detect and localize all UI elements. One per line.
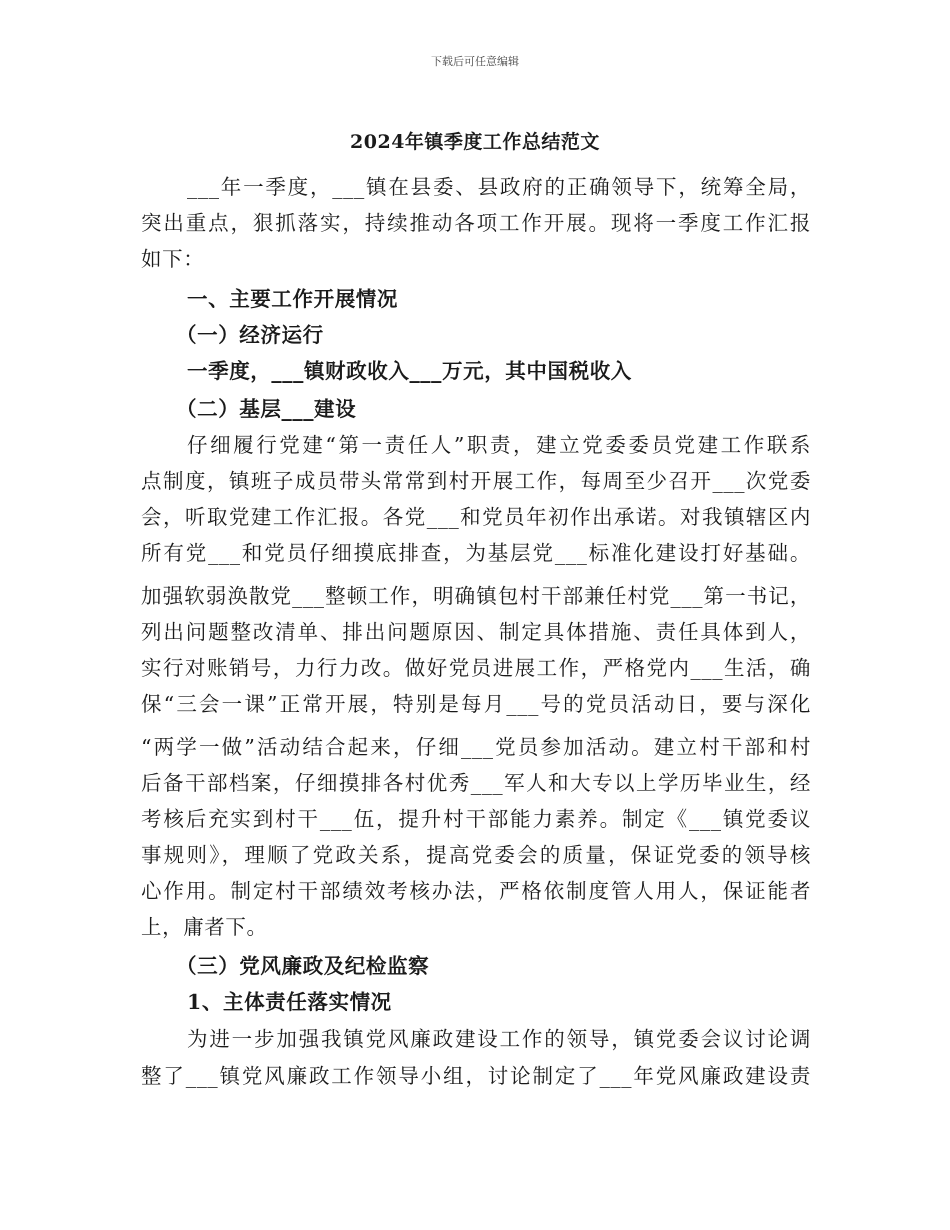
paragraph-line: 加强软弱涣散党___整顿工作，明确镇包村干部兼任村党___第一书记， [141, 584, 811, 608]
paragraph-line: 会，听取党建工作汇报。各党___和党员年初作出承诺。对我镇辖区内 [141, 505, 811, 529]
paragraph-line: 如下： [141, 247, 205, 271]
paragraph-line: 仔细履行党建“第一责任人”职责，建立党委委员党建工作联系 [187, 433, 811, 457]
paragraph-line: 事规则》，理顺了党政关系，提高党委会的质量，保证党委的领导核 [141, 843, 811, 867]
paragraph-line: “两学一做”活动结合起来，仔细___党员参加活动。建立村干部和村 [141, 735, 811, 759]
section-heading: 一、主要工作开展情况 [187, 287, 398, 311]
paragraph-line: 保“三会一课”正常开展，特别是每月___号的党员活动日，要与深化 [141, 692, 811, 716]
paragraph-line: 为进一步加强我镇党风廉政建设工作的领导，镇党委会议讨论调 [187, 1027, 811, 1051]
bold-paragraph-line: 一季度，___镇财政收入___万元，其中国税收入 [187, 359, 632, 383]
subsection-heading: （二）基层___建设 [176, 397, 357, 421]
paragraph-line: 考核后充实到村干___伍，提升村干部能力素养。制定《___镇党委议 [141, 807, 811, 831]
paragraph-line: 突出重点，狠抓落实，持续推动各项工作开展。现将一季度工作汇报 [141, 211, 811, 235]
paragraph-line: 整了___镇党风廉政工作领导小组，讨论制定了___年党风廉政建设责 [141, 1064, 811, 1088]
paragraph-line: 上，庸者下。 [141, 915, 268, 939]
paragraph-line: 所有党___和党员仔细摸底排查，为基层党___标准化建设打好基础。 [141, 541, 811, 565]
paragraph-line: 列出问题整改清单、排出问题原因、制定具体措施、责任具体到人， [141, 620, 811, 644]
paragraph-line: 点制度，镇班子成员带头常常到村开展工作，每周至少召开___次党委 [141, 469, 811, 493]
document-title: 2024年镇季度工作总结范文 [350, 131, 600, 153]
subsection-heading: （一）经济运行 [176, 323, 324, 347]
item-heading: 1、主体责任落实情况 [187, 990, 392, 1014]
paragraph-line: ___年一季度，___镇在县委、县政府的正确领导下，统筹全局， [187, 175, 811, 199]
page-header: 下载后可任意编辑 [431, 55, 519, 68]
paragraph-line: 后备干部档案，仔细摸排各村优秀___军人和大专以上学历毕业生，经 [141, 771, 811, 795]
paragraph-line: 心作用。制定村干部绩效考核办法，严格依制度管人用人，保证能者 [141, 879, 811, 903]
paragraph-line: 实行对账销号，力行力改。做好党员进展工作，严格党内___生活，确 [141, 656, 811, 680]
subsection-heading: （三）党风廉政及纪检监察 [176, 954, 430, 978]
